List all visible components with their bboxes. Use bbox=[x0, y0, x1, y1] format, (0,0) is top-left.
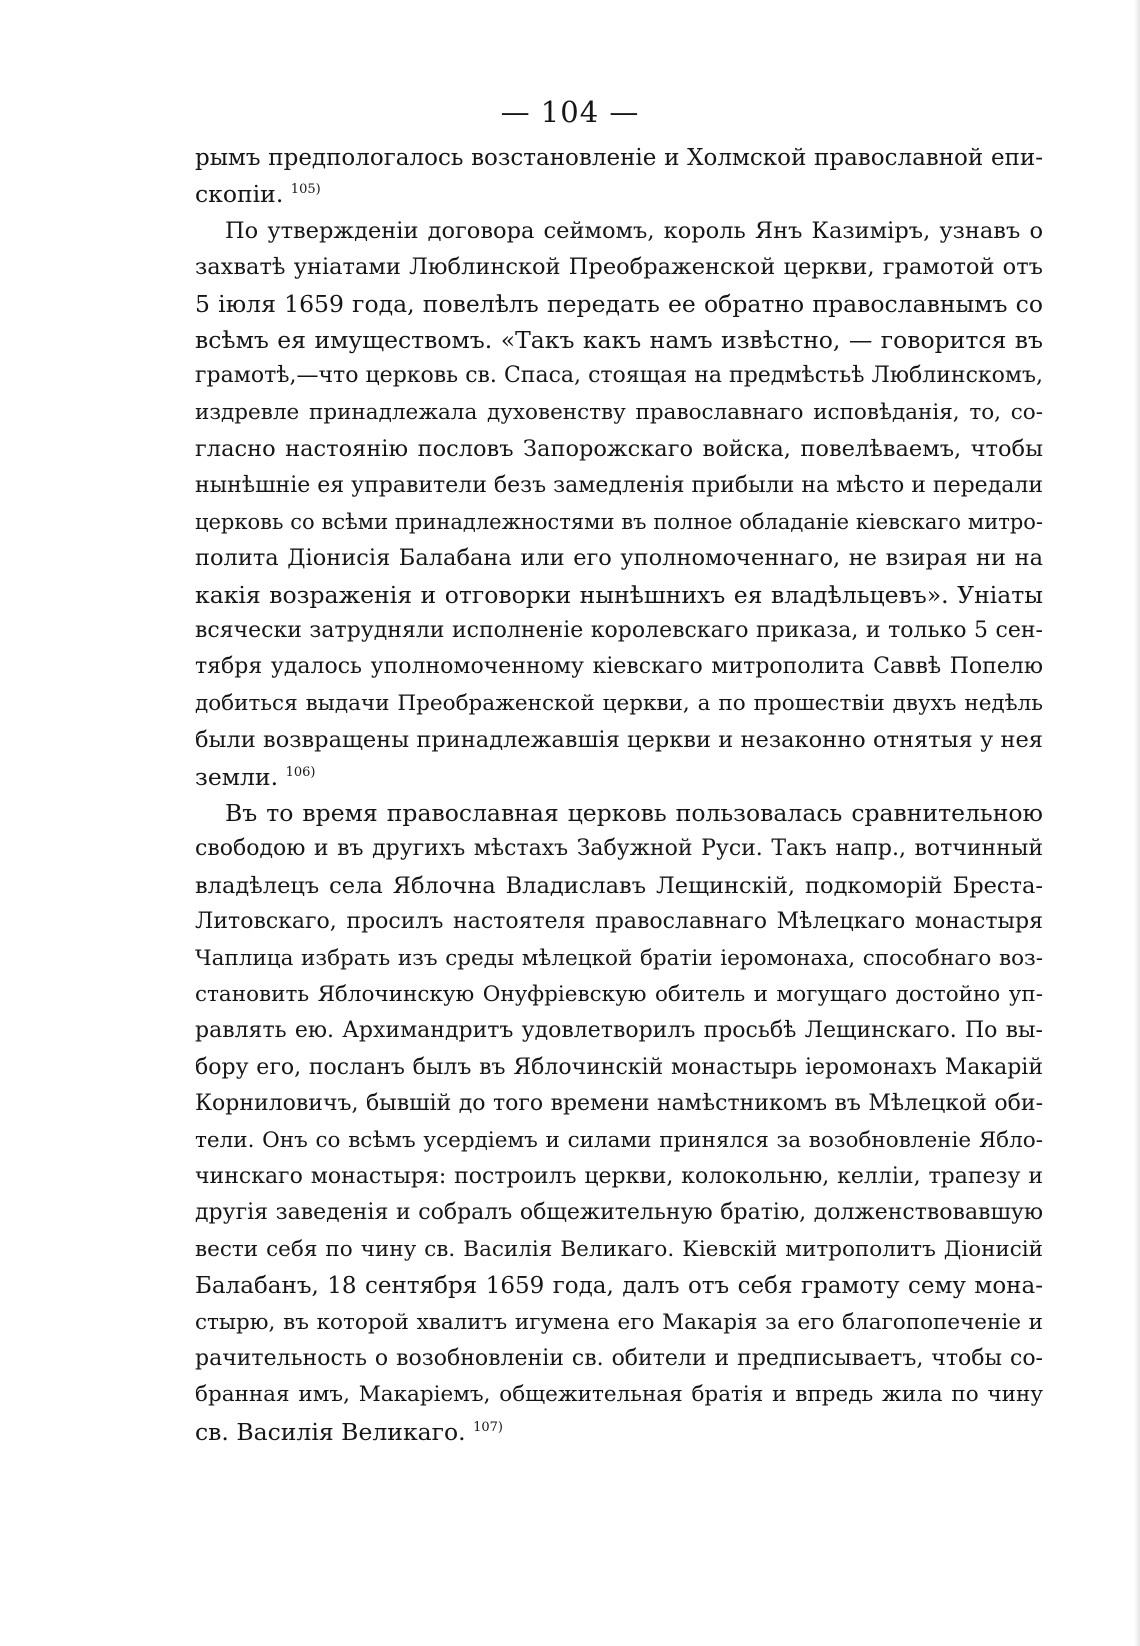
text-line: церковь со всѣми принадлежностями въ полное обладаніе кіевскаго митро- bbox=[195, 509, 1043, 534]
text-line-content: скопіи. bbox=[195, 180, 284, 209]
text-line: Чаплица избрать изъ среды мѣлецкой братіи іеромонаха, способнаго воз- bbox=[195, 945, 1043, 971]
text-line: полита Діонисія Балабана или его уполномоченнаго, не взирая ни на bbox=[195, 545, 1043, 572]
text-line: чинскаго монастыря: построилъ церкви, колокольню, келліи, трапезу и bbox=[195, 1163, 1043, 1189]
text-line: вести себя по чину св. Василія Великаго. Кіевскій митрополитъ Діонисій bbox=[195, 1236, 1043, 1262]
text-line: тели. Онъ со всѣмъ усердіемъ и силами принялся за возобновленіе Ябло- bbox=[195, 1127, 1043, 1153]
text-line: Въ то время православная церковь пользовалась сравнительною bbox=[225, 799, 1043, 828]
text-line: добиться выдачи Преображенской церкви, а по прошествіи двухъ недѣль bbox=[195, 690, 1043, 716]
text-line: бору его, посланъ былъ въ Яблочинскій монастырь іеромонахъ Макарій bbox=[195, 1054, 1043, 1080]
text-line: бранная имъ, Макаріемъ, общежительная братія и впредь жила по чину bbox=[195, 1382, 1043, 1408]
text-line: Корниловичъ, бывшій до того времени намѣстникомъ въ Мѣлецкой оби- bbox=[195, 1091, 1043, 1117]
text-line: Литовскаго, просилъ настоятеля православнаго Мѣлецкаго монастыря bbox=[195, 909, 1043, 935]
text-line: владѣлецъ села Яблочна Владиславъ Лещинскій, подкоморій Бреста- bbox=[195, 872, 1043, 899]
text-line: грамотѣ,—что церковь св. Спаса, стоящая на предмѣстьѣ Люблинскомъ, bbox=[195, 363, 1043, 389]
text-line: всячески затрудняли исполненіе королевскаго приказа, и только 5 сен- bbox=[195, 618, 1043, 644]
text-line: рымъ предпологалось возстановленіе и Холмской православной епи- bbox=[195, 145, 1043, 171]
text-line: 5 іюля 1659 года, повелѣлъ передать ее обратно православнымъ со bbox=[195, 289, 1043, 318]
text-line: свободою и въ другихъ мѣстахъ Забужной Руси. Такъ напр., вотчинный bbox=[195, 836, 1043, 862]
text-line: становить Яблочинскую Онуфріевскую обитель и могущаго достойно уп- bbox=[195, 981, 1043, 1007]
text-line: По утвержденіи договора сеймомъ, король Янъ Казиміръ, узнавъ о bbox=[225, 217, 1043, 244]
body-text bbox=[195, 140, 1043, 1450]
text-line: всѣмъ ея имуществомъ. «Такъ какъ намъ извѣстно, — говорится въ bbox=[195, 325, 1043, 354]
text-line: другія заведенія и собралъ общежительную братію, долженствовавшую bbox=[195, 1200, 1043, 1226]
footnote-ref: 107) bbox=[473, 1419, 503, 1435]
text-line: издревле принадлежала духовенству православнаго исповѣданія, то, со- bbox=[195, 399, 1043, 425]
text-line-content: св. Василія Великаго. bbox=[195, 1417, 466, 1446]
text-line bbox=[195, 176, 1043, 212]
text-line: равлять ею. Архимандритъ удовлетворилъ просьбѣ Лещинскаго. По вы- bbox=[195, 1018, 1043, 1044]
text-line: какія возраженія и отговорки нынѣшнихъ ея владѣльцевъ». Уніаты bbox=[195, 580, 1043, 609]
footnote-ref: 105) bbox=[290, 182, 321, 198]
footnote-ref: 106) bbox=[285, 764, 316, 780]
page-edge-shadow bbox=[1134, 0, 1140, 1646]
text-line: рачительность о возобновленіи св. обители и предписываетъ, чтобы со- bbox=[195, 1345, 1043, 1371]
text-line-content: земли. bbox=[195, 762, 279, 791]
text-line: нынѣшніе ея управители безъ замедленія прибыли на мѣсто и передали bbox=[195, 472, 1043, 498]
text-line: захватѣ уніатами Люблинской Преображенской церкви, грамотой отъ bbox=[195, 254, 1043, 281]
text-line bbox=[195, 1414, 1043, 1450]
text-line: гласно настоянію пословъ Запорожскаго войска, повелѣваемъ, чтобы bbox=[195, 436, 1043, 463]
page-number: — 104 — bbox=[500, 95, 640, 129]
text-line: стырю, въ которой хвалитъ игумена его Макарія за его благопопеченіе и bbox=[195, 1309, 1043, 1335]
text-line: Балабанъ, 18 сентября 1659 года, далъ отъ себя грамоту сему мона- bbox=[195, 1273, 1043, 1300]
text-line bbox=[195, 759, 1043, 795]
text-line: были возвращены принадлежавшія церкви и незаконно отнятыя у нея bbox=[195, 727, 1043, 754]
text-line: тября удалось уполномоченному кіевскаго митрополита Саввѣ Попелю bbox=[195, 654, 1043, 680]
